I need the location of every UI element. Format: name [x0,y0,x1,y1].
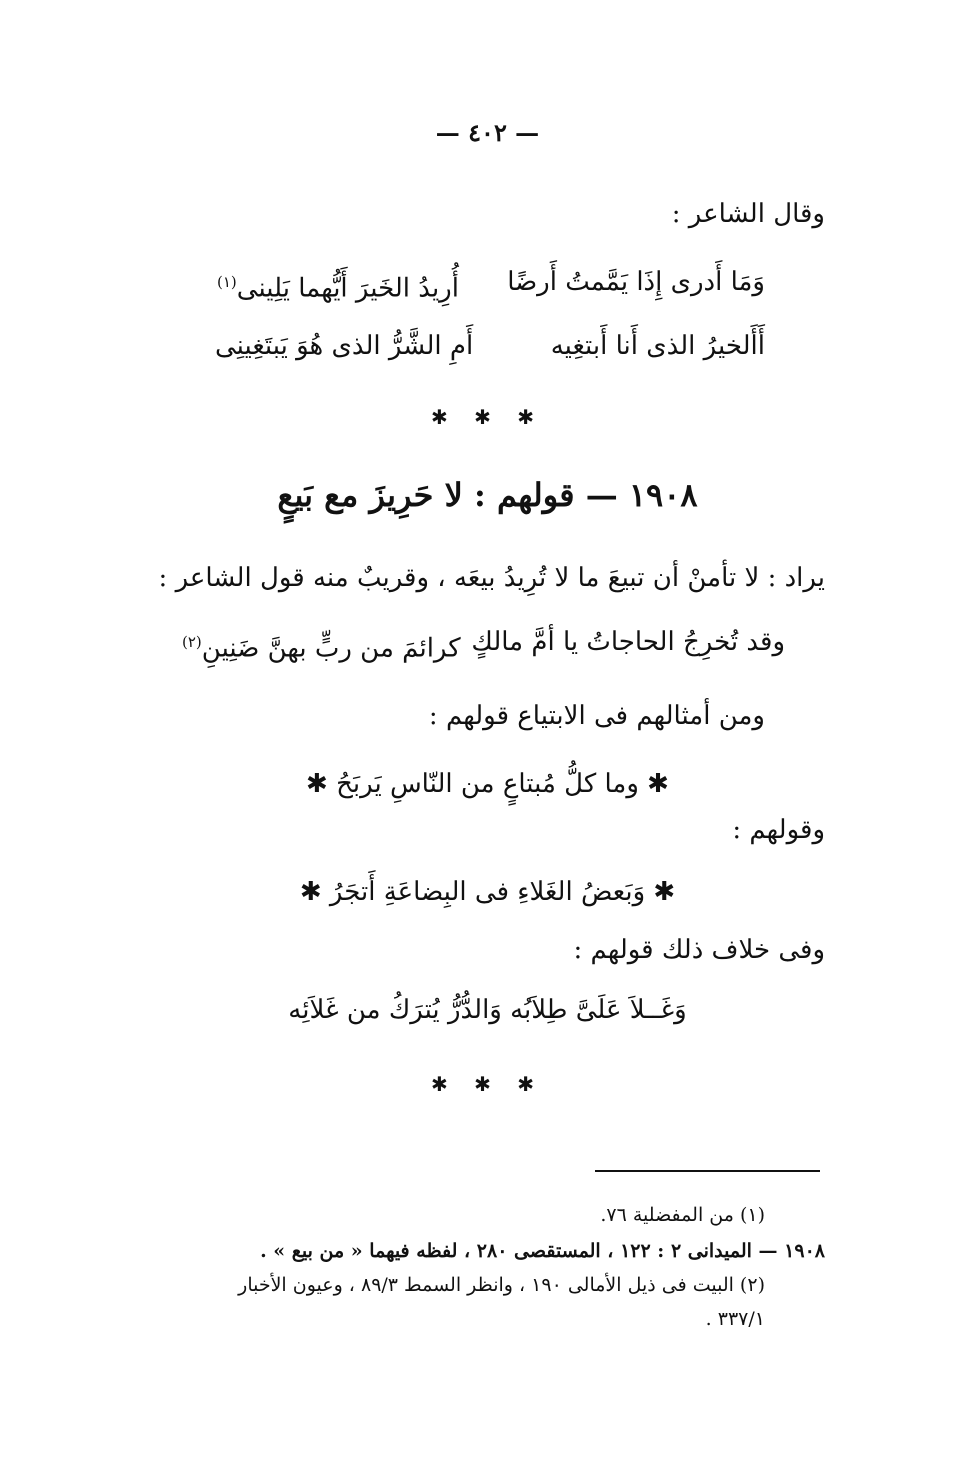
proverb-2-intro: وقولهم : [732,815,825,845]
footnote-2-line-2: ٣٣٧/١ . [705,1308,765,1330]
footnote-marker-1: (١) [217,273,237,291]
verse-2-left-hemistich: أَمِ الشَّرُّ الذى هُوَ يَبتَغِينِى [215,331,474,361]
verse-3-left-hemistich [180,622,461,669]
verse-1-left-text: أُرِيدُ الخَيرَ أَيُّهما يَلِينى [236,273,459,304]
verse-1-right-text: وَمَا أَدرى إِذَا يَمَّمتُ أَرضًا [507,267,765,297]
verse-3-left-text: كرائمَ من ربٍّ بهنَّ ضَنِينِ [201,633,461,664]
section-separator-2: ✱ ✱ ✱ [431,1072,544,1096]
verse-1-left-hemistich [215,262,459,309]
verse-3 [180,622,785,669]
footnote-2-line-1: (٢) البيت فى ذيل الأمالى ١٩٠ ، وانظر السمط ٨٩/٣ ، وعيون الأخبار [238,1274,765,1296]
proverb-line-3: وَغَــلاَ عَلَىَّ طِلاَبُه وَالدُّرُّ يُترَكُ من غَلاَئِه [288,995,687,1025]
verse-1-right-hemistich [507,262,765,309]
page-number: — ٤٠٢ — [435,118,540,147]
footnote-divider [595,1170,820,1172]
contrary-intro: وفى خلاف ذلك قولهم : [573,935,825,965]
footnote-1: (١) من المفضلية ٧٦. [600,1204,765,1226]
verse-1 [215,262,765,309]
proverb-line-1: ✱ وما كلُّ مُبتاعٍ من النّاسِ يَربَحُ ✱ [306,769,669,799]
proverb-heading: ١٩٠٨ — قولهم : لا حَرِيزَ مع بَيعٍ [277,476,698,514]
section-separator-1: ✱ ✱ ✱ [431,405,544,429]
intro-label: وقال الشاعر : [671,199,825,229]
explanation-text: يراد : لا تأمنْ أن تبيعَ ما لا تُرِيدُ بيعَه ، وقريبٌ منه قول الشاعر : [158,563,825,593]
verse-2-right-hemistich: أَأَلخيرُ الذى أَنا أَبتغِيه [550,331,765,361]
proverb-line-2: ✱ وَبَعضُ الغَلاءِ فى البِضاعَةِ أَتجَرُ ✱ [299,877,676,907]
verse-3-right-hemistich: وقد تُخرِجُ الحاجاتُ يا أمَّ مالكٍ [471,627,785,657]
footnote-1908: ١٩٠٨ — الميدانى ٢ : ١٢٢ ، المستقصى ٢٨٠ ، لفظه فيهما « من بيع » . [260,1240,825,1262]
proverbs-intro: ومن أمثالهم فى الابتياع قولهم : [428,701,765,731]
verse-2 [215,326,765,366]
footnote-marker-2: (٢) [182,633,202,651]
